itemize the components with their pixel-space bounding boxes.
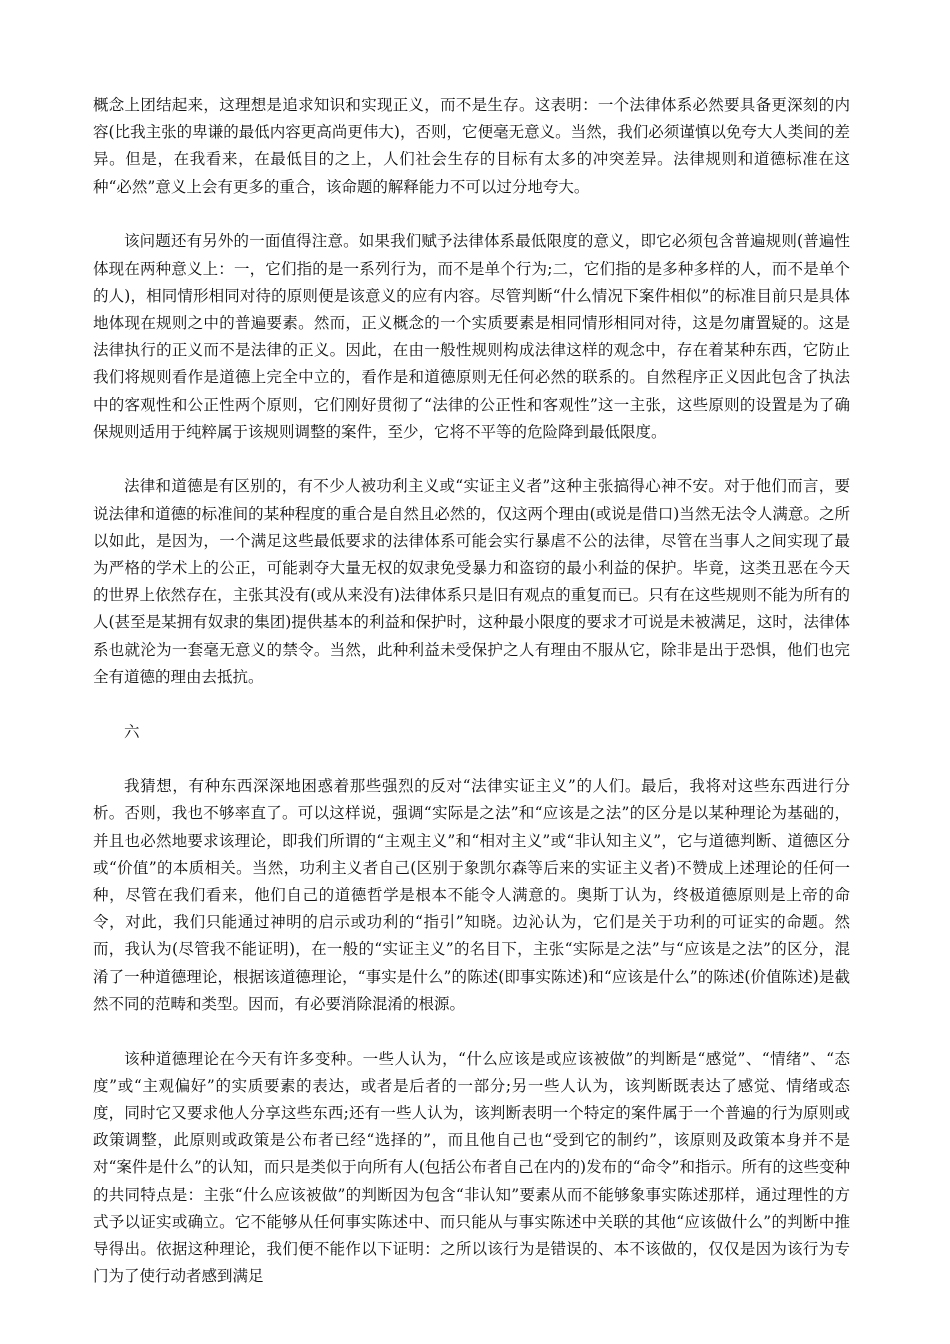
- paragraph-3: 法律和道德是有区别的，有不少人被功利主义或“实证主义者”这种主张搞得心神不安。对于他们而言，要说法律和道德的标准间的某种程度的重合是自然且必然的，仅这两个理由(或说是借口)当然无法令人满意。之所以如此，是因为，一个满足这些最低要求的法律体系可能会实行暴虐不公的法律，尽管在当事人之间实现了最为严格的学术上的公正，可能剥夺大量无权的奴隶免受暴力和盗窃的最小利益的保护。毕竟，这类丑恶在今天的世界上依然存在，主张其没有(或从来没有)法律体系只是旧有观点的重复而已。只有在这些规则不能为所有的人(甚至是某拥有奴隶的集团)提供基本的利益和保护时，这种最小限度的要求才可说是未被满足，这时，法律体系也就沦为一套毫无意义的禁令。当然，此种利益未受保护之人有理由不服从它，除非是出于恐惧，他们也完全有道德的理由去抵抗。: [93, 477, 850, 686]
- paragraph-gap: [93, 746, 850, 774]
- paragraph-5: 该种道德理论在今天有许多变种。一些人认为，“什么应该是或应该被做”的判断是“感觉”、“情绪”、“态度”或“主观偏好”的实质要素的表达，或者是后者的一部分;另一些人认为，该判断既表达了感觉、情绪或态度，同时它又要求他人分享这些东西;还有一些人认为，该判断表明一个特定的案件属于一个普遍的行为原则或政策调整，此原则或政策是公布者已经“选择的”，而且他自己也“受到它的制约”，该原则及政策本身并不是对“案件是什么”的认知，而只是类似于向所有人(包括公布者自己在内的)发布的“命令”和指示。所有的这些变种的共同特点是：主张“什么应该被做”的判断因为包含“非认知”要素从而不能够象事实陈述那样，通过理性的方式予以证实或确立。它不能够从任何事实陈述中、而只能从与事实陈述中关联的其他“应该做什么”的判断中推导得出。依据这种理论，我们便不能作以下证明：之所以该行为是错误的、本不该做的，仅仅是因为该行为专门为了使行动者感到满足: [93, 1049, 850, 1286]
- document-page: [93, 92, 850, 1290]
- paragraph-2: 该问题还有另外的一面值得注意。如果我们赋予法律体系最低限度的意义，即它必须包含普遍规则(普遍性体现在两种意义上：一，它们指的是一系列行为，而不是单个行为;二，它们指的是多种多样的人，而不是单个的人)，相同情形相同对待的原则便是该意义的应有内容。尽管判断“什么情况下案件相似”的标准目前只是具体地体现在规则之中的普遍要素。然而，正义概念的一个实质要素是相同情形相同对待，这是勿庸置疑的。这是法律执行的正义而不是法律的正义。因此，在由一般性规则构成法律这样的观念中，存在着某种东西，它防止我们将规则看作是道德上完全中立的，看作是和道德原则无任何必然的联系的。自然程序正义因此包含了执法中的客观性和公正性两个原则，它们刚好贯彻了“法律的公正性和客观性”这一主张，这些原则的设置是为了确保规则适用于纯粹属于该规则调整的案件，至少，它将不平等的危险降到最低限度。: [93, 232, 850, 441]
- paragraph-gap: [93, 1018, 850, 1046]
- paragraph-4: 我猜想，有种东西深深地困惑着那些强烈的反对“法律实证主义”的人们。最后，我将对这些东西进行分析。否则，我也不够率直了。可以这样说，强调“实际是之法”和“应该是之法”的区分是以某种理论为基础的，并且也必然地要求该理论，即我们所谓的“主观主义”和“相对主义”或“非认知主义”，它与道德判断、道德区分或“价值”的本质相关。当然，功利主义者自己(区别于象凯尔森等后来的实证主义者)不赞成上述理论的任何一种，尽管在我们看来，他们自己的道德哲学是根本不能令人满意的。奥斯丁认为，终极道德原则是上帝的命令，对此，我们只能通过神明的启示或功利的“指引”知晓。边沁认为，它们是关于功利的可证实的命题。然而，我认为(尽管我不能证明)，在一般的“实证主义”的名目下，主张“实际是之法”与“应该是之法”的区分，混淆了一种道德理论，根据该道德理论，“事实是什么”的陈述(即事实陈述)和“应该是什么”的陈述(价值陈述)是截然不同的范畴和类型。因而，有必要消除混淆的根源。: [93, 777, 850, 1013]
- paragraph-1: 概念上团结起来，这理想是追求知识和实现正义，而不是生存。这表明：一个法律体系必然要具备更深刻的内容(比我主张的卑谦的最低内容更高尚更伟大)，否则，它便毫无意义。当然，我们必须谨慎以免夸大人类间的差异。但是，在我看来，在最低目的之上，人们社会生存的目标有太多的冲突差异。法律规则和道德标准在这种“必然”意义上会有更多的重合，该命题的解释能力不可以过分地夸大。: [93, 96, 850, 196]
- section-heading: 六: [124, 722, 140, 741]
- paragraph-gap: [93, 201, 850, 229]
- paragraph-gap: [93, 691, 850, 719]
- paragraph-gap: [93, 446, 850, 474]
